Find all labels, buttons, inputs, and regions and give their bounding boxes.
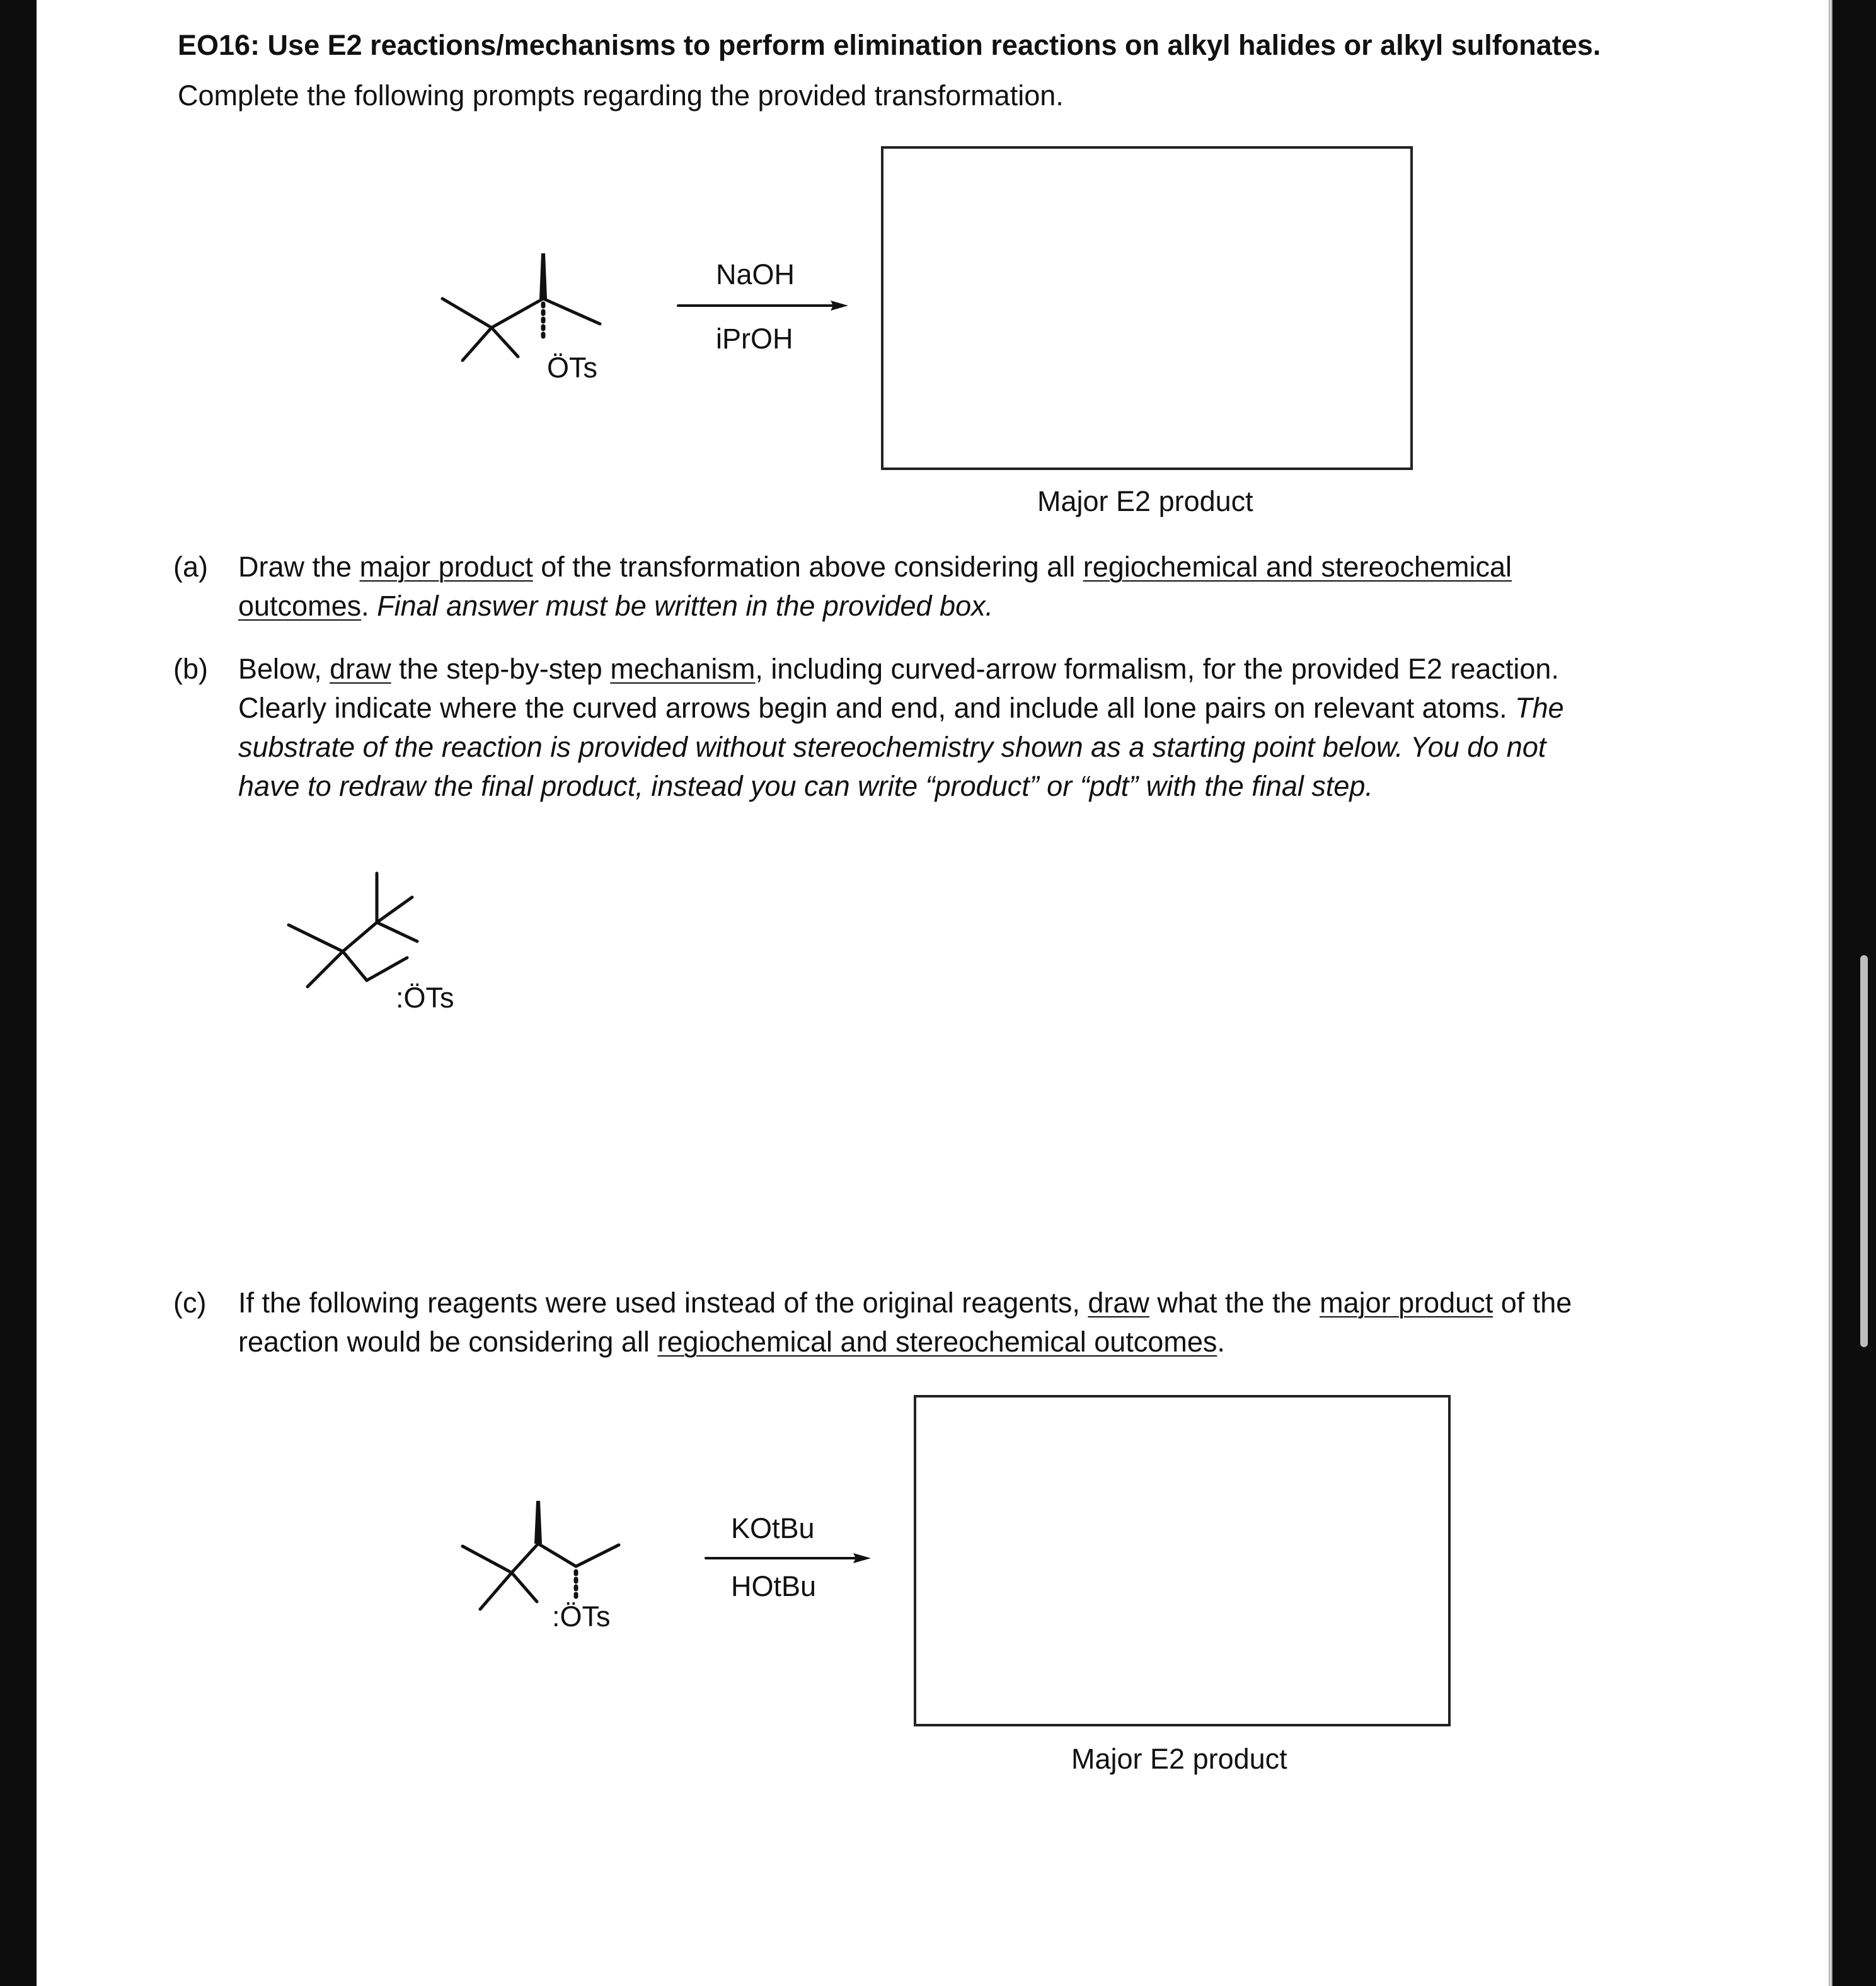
leaving-group-label-b: :ÖTs (396, 982, 454, 1014)
bond (538, 1544, 576, 1566)
text-run: Clearly indicate where the curved arrows begin and end, and include all lone pairs on relevant atoms. (238, 692, 1516, 724)
bond (377, 897, 412, 922)
italic-text: Final answer must be written in the provided box. (377, 590, 994, 622)
underlined-term: draw (330, 653, 391, 685)
solvent-iproh: iPrOH (716, 323, 793, 355)
part-a-letter: (a) (173, 551, 208, 583)
objective-heading: EO16: Use E2 reactions/mechanisms to perform elimination reactions on alkyl halides or alkyl sulfonates. (178, 29, 1601, 61)
underlined-term: mechanism (610, 653, 756, 685)
solvent-hotbu: HOtBu (731, 1570, 817, 1602)
wedge-bond (539, 253, 547, 299)
bond (289, 925, 343, 951)
reaction-arrow-1 (677, 296, 853, 315)
italic-text: The (1515, 692, 1564, 724)
underlined-term: draw (1088, 1287, 1149, 1319)
part-b-line-3: substrate of the reaction is provided without stereochemistry shown as a starting point below. You do not (238, 731, 1546, 763)
bond (343, 922, 377, 951)
part-c-line-1 (238, 1283, 1572, 1323)
underlined-term: regiochemical and stereochemical outcomes (657, 1326, 1217, 1358)
text-run: . (1217, 1326, 1225, 1358)
text-run: the step-by-step (391, 653, 611, 685)
text-run: , including curved-arrow formalism, for the provided E2 reaction. (755, 653, 1559, 685)
bond (367, 958, 407, 980)
leaving-group-label: ÖTs (547, 352, 598, 384)
underlined-term: regiochemical and stereochemical (1083, 551, 1512, 583)
bond (377, 922, 417, 941)
underlined-term: major product (359, 551, 533, 583)
text-run: Draw the (238, 551, 360, 583)
part-b-line-1 (238, 649, 1559, 689)
bond (543, 299, 600, 324)
part-c-letter: (c) (173, 1287, 207, 1319)
bond (463, 328, 492, 360)
bond (576, 1545, 619, 1566)
underlined-term: major product (1320, 1287, 1493, 1319)
page-edge (1829, 0, 1833, 1986)
part-b-line-4: have to redraw the final product, instead you can write “product” or “pdt” with the final step. (238, 770, 1373, 802)
text-run: of the (1493, 1287, 1572, 1319)
reaction-arrow-2 (705, 1549, 876, 1568)
leaving-group-label-c: :ÖTs (552, 1600, 611, 1633)
bond (480, 1573, 512, 1609)
substrate-3-structure (455, 1493, 644, 1632)
reagent-naoh: NaOH (716, 258, 795, 290)
bond (512, 1544, 538, 1573)
part-b-line-2 (238, 688, 1564, 728)
part-b-letter: (b) (173, 653, 208, 685)
answer-box-1[interactable] (881, 146, 1413, 470)
reagent-kotbu: KOtBu (731, 1512, 815, 1544)
wedge-bond (534, 1501, 542, 1544)
answer-box-2[interactable] (914, 1395, 1451, 1726)
answer-box-1-caption: Major E2 product (1037, 485, 1253, 517)
part-a-line-2 (238, 586, 993, 626)
text-run: what the the (1149, 1287, 1320, 1319)
bond (512, 1573, 537, 1602)
bond (492, 299, 543, 328)
text-run: . (361, 590, 377, 622)
bond (492, 328, 518, 357)
part-c-line-2 (238, 1322, 1225, 1362)
underlined-term: outcomes (238, 590, 362, 622)
bond (343, 951, 367, 980)
scrollbar-thumb[interactable] (1860, 955, 1868, 1347)
text-run: Below, (238, 653, 330, 685)
instructions-text: Complete the following prompts regarding the provided transformation. (178, 79, 1064, 112)
bond (442, 299, 492, 328)
bond (308, 951, 343, 987)
answer-box-2-caption: Major E2 product (1071, 1743, 1287, 1775)
bond (463, 1546, 512, 1573)
text-run: of the transformation above considering all (532, 551, 1083, 583)
part-a-line-1 (238, 547, 1512, 587)
text-run: reaction would be considering all (238, 1326, 658, 1358)
text-run: If the following reagents were used instead of the original reagents, (238, 1287, 1088, 1319)
